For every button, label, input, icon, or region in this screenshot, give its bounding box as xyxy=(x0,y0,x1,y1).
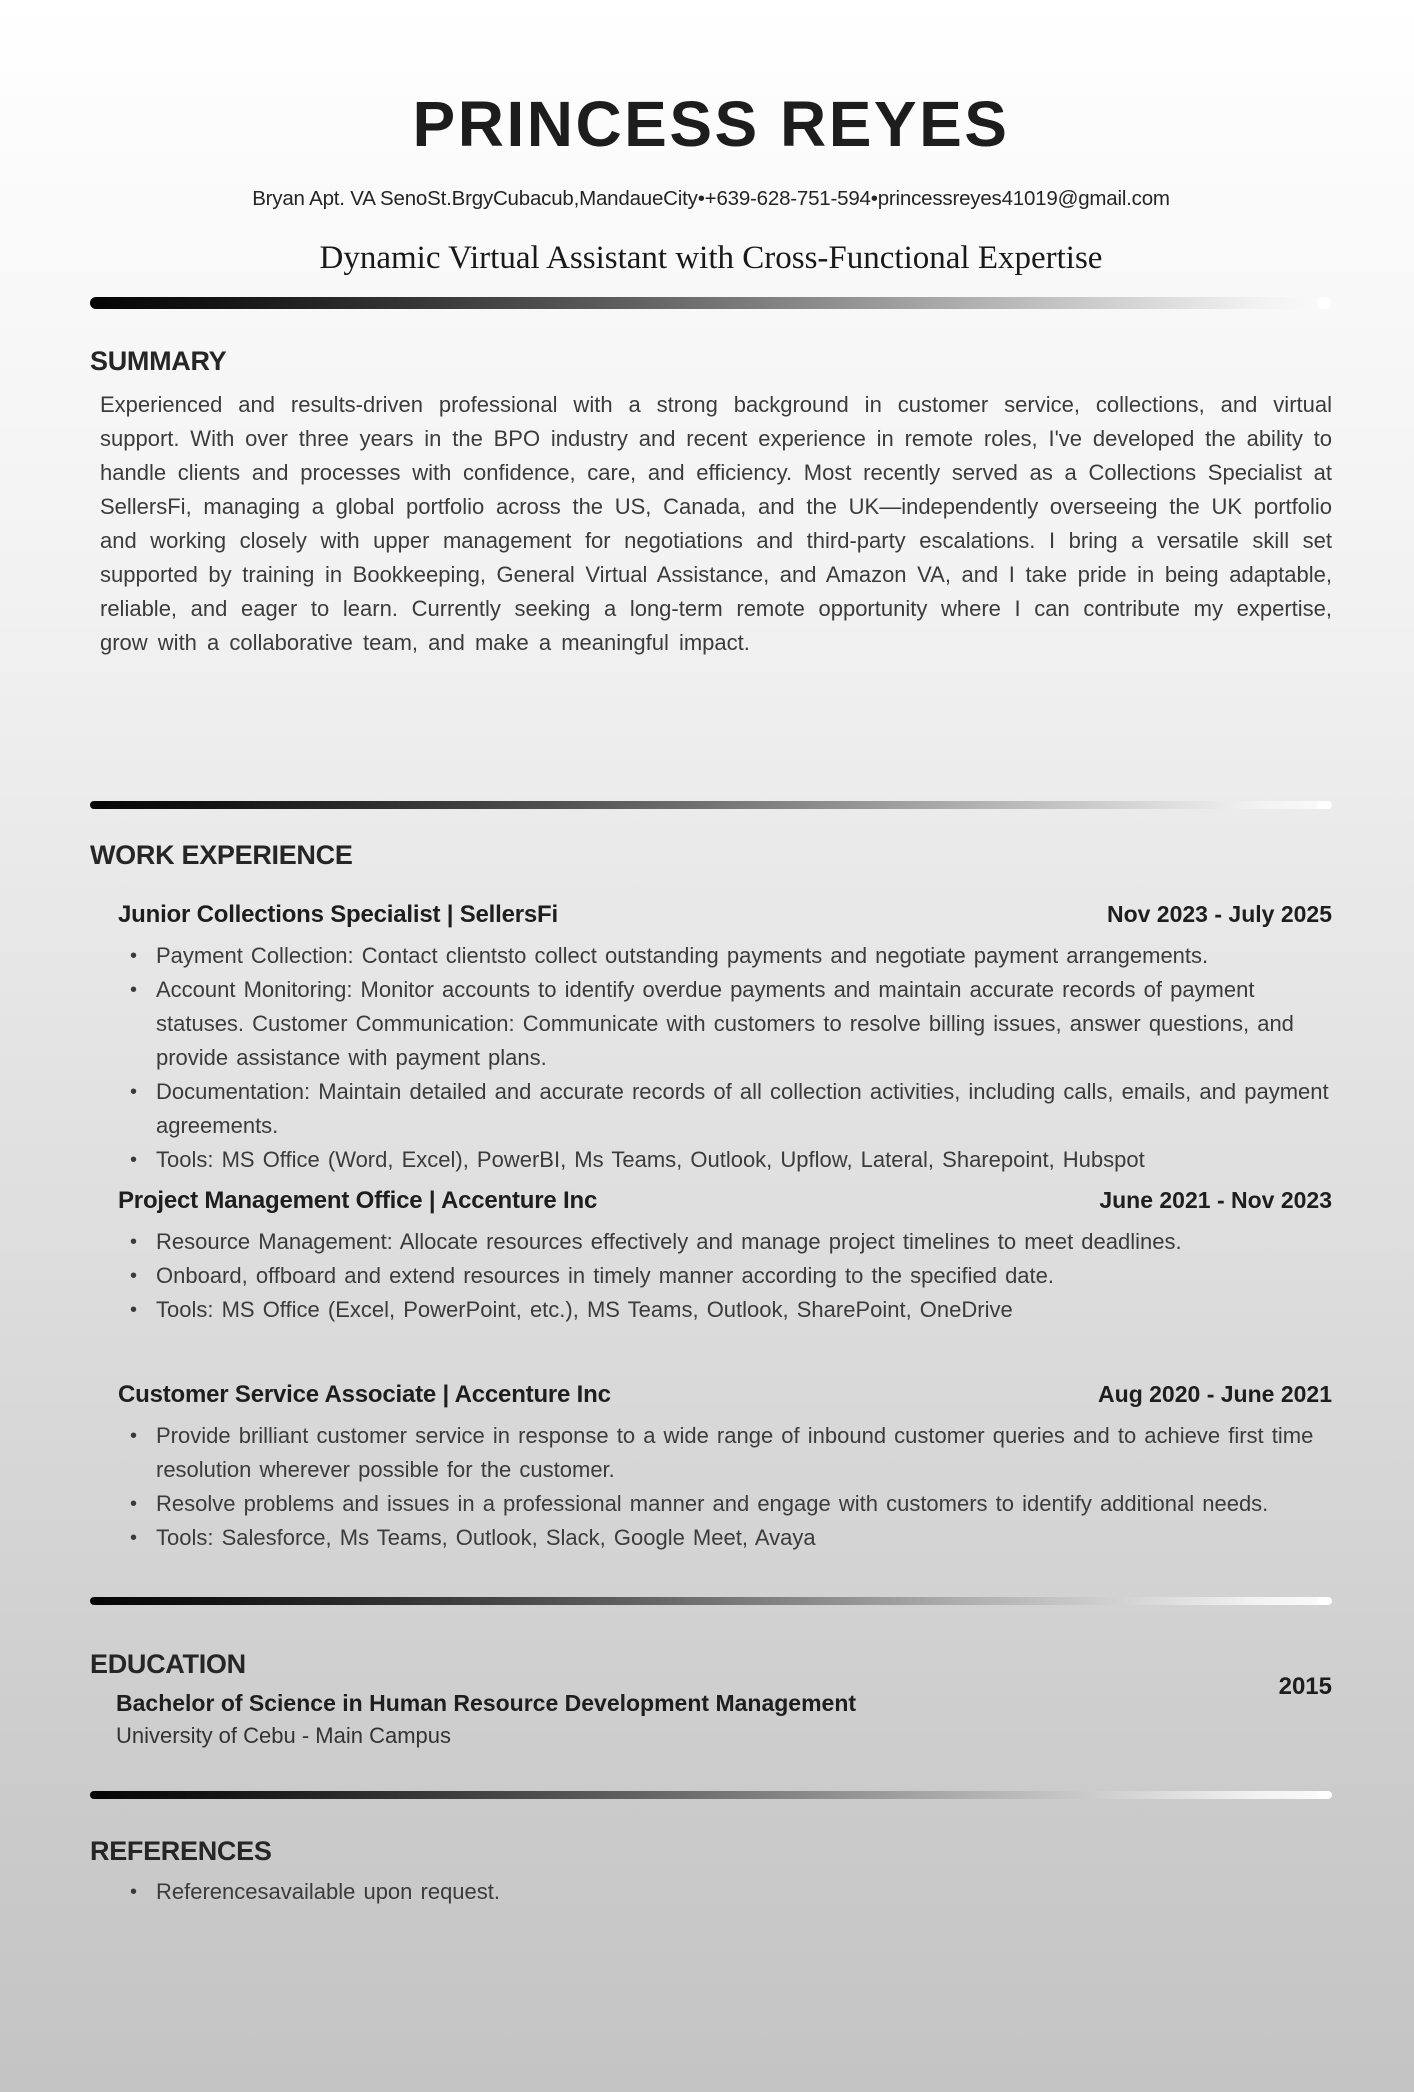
references-divider xyxy=(90,1791,1332,1799)
reference-bullet: • Referencesavailable upon request. xyxy=(90,1875,1332,1909)
tagline: Dynamic Virtual Assistant with Cross-Functional Expertise xyxy=(319,240,1103,276)
job-bullet: • Tools: MS Office (Word, Excel), PowerBI, Ms Teams, Outlook, Upflow, Lateral, Sharepoint, Hubspot xyxy=(90,1143,1332,1177)
job-bullet: • Resolve problems and issues in a professional manner and engage with customers to identify additional needs. xyxy=(90,1487,1332,1521)
job-header-row xyxy=(90,1185,1332,1216)
job-dates: Nov 2023 - July 2025 xyxy=(1106,901,1332,927)
education-degree: Bachelor of Science in Human Resource Development Management xyxy=(116,1690,857,1716)
job-bullet-list xyxy=(90,1225,1332,1361)
job-dates: June 2021 - Nov 2023 xyxy=(1099,1187,1332,1213)
references-list xyxy=(90,1875,1332,1909)
summary-text: Experienced and results-driven professional with a strong background in customer service, collections, and virtual support. With over three years in the BPO industry and recent experience in remote roles, I've developed the ability to handle clients and processes with confidence, care, and efficiency. Most recently served as a Collections Specialist at SellersFi, managing a global portfolio across the US, Canada, and the UK—independently overseeing the UK portfolio and working closely with upper management for negotiations and third-party escalations. I bring a versatile skill set supported by training in Bookkeeping, General Virtual Assistance, and Amazon VA, and I take pride in being adaptable, reliable, and eager to learn. Currently seeking a long-term remote opportunity where I can contribute my expertise, grow with a collaborative team, and make a meaningful impact. xyxy=(100,392,1332,655)
job-bullet: • Tools: Salesforce, Ms Teams, Outlook, Slack, Google Meet, Avaya xyxy=(90,1521,1332,1555)
work-experience-heading: WORK EXPERIENCE xyxy=(90,840,353,870)
job-bullet: • Payment Collection: Contact clientsto collect outstanding payments and negotiate payment arrangements. xyxy=(90,939,1332,973)
resume-header xyxy=(90,88,1332,278)
person-name: PRINCESS REYES xyxy=(412,88,1010,160)
job-bullet-list xyxy=(90,939,1332,1177)
summary-heading: SUMMARY xyxy=(90,346,227,376)
header-divider xyxy=(90,297,1332,309)
work-experience-section xyxy=(90,840,1332,1589)
job-bullet: • Resource Management: Allocate resources effectively and manage project timelines to meet deadlines. xyxy=(90,1225,1332,1259)
job-bullet: • Onboard, offboard and extend resources in timely manner according to the specified date. xyxy=(90,1259,1332,1293)
references-section xyxy=(90,1836,1332,1909)
job-entry xyxy=(90,899,1332,1177)
job-entry xyxy=(90,1185,1332,1361)
job-entry xyxy=(90,1379,1332,1589)
resume-page xyxy=(0,88,1414,2092)
job-header-row xyxy=(90,1379,1332,1410)
job-title: Project Management Office | Accenture Inc xyxy=(118,1187,598,1214)
education-section xyxy=(90,1649,1332,1750)
education-year: 2015 xyxy=(1278,1673,1332,1700)
job-title: Customer Service Associate | Accenture Inc xyxy=(118,1381,611,1408)
summary-section xyxy=(90,346,1332,694)
job-bullet: • Provide brilliant customer service in response to a wide range of inbound customer queries and to achieve first time resolution wherever possible for the customer. xyxy=(90,1419,1332,1487)
job-bullet: • Documentation: Maintain detailed and accurate records of all collection activities, including calls, emails, and payment agreements. xyxy=(90,1075,1332,1143)
job-bullet: • Account Monitoring: Monitor accounts to identify overdue payments and maintain accurate records of payment statuses. Customer Communication: Communicate with customers to resolve billing issues, answer questions, and provide assistance with payment plans. xyxy=(90,973,1332,1075)
references-heading: REFERENCES xyxy=(90,1836,272,1866)
job-dates: Aug 2020 - June 2021 xyxy=(1098,1381,1332,1407)
work-experience-divider xyxy=(90,801,1332,809)
contact-line: Bryan Apt. VA SenoSt.BrgyCubacub,MandaueCity•+639-628-751-594•princessreyes41019@gmail.com xyxy=(252,187,1170,210)
job-bullet: • Tools: MS Office (Excel, PowerPoint, etc.), MS Teams, Outlook, SharePoint, OneDrive xyxy=(90,1293,1332,1327)
education-divider xyxy=(90,1597,1332,1605)
job-title: Junior Collections Specialist | SellersFi xyxy=(118,901,558,928)
job-bullet-list xyxy=(90,1419,1332,1589)
job-header-row xyxy=(90,899,1332,930)
education-school: University of Cebu - Main Campus xyxy=(116,1723,452,1748)
education-heading: EDUCATION xyxy=(90,1649,246,1679)
